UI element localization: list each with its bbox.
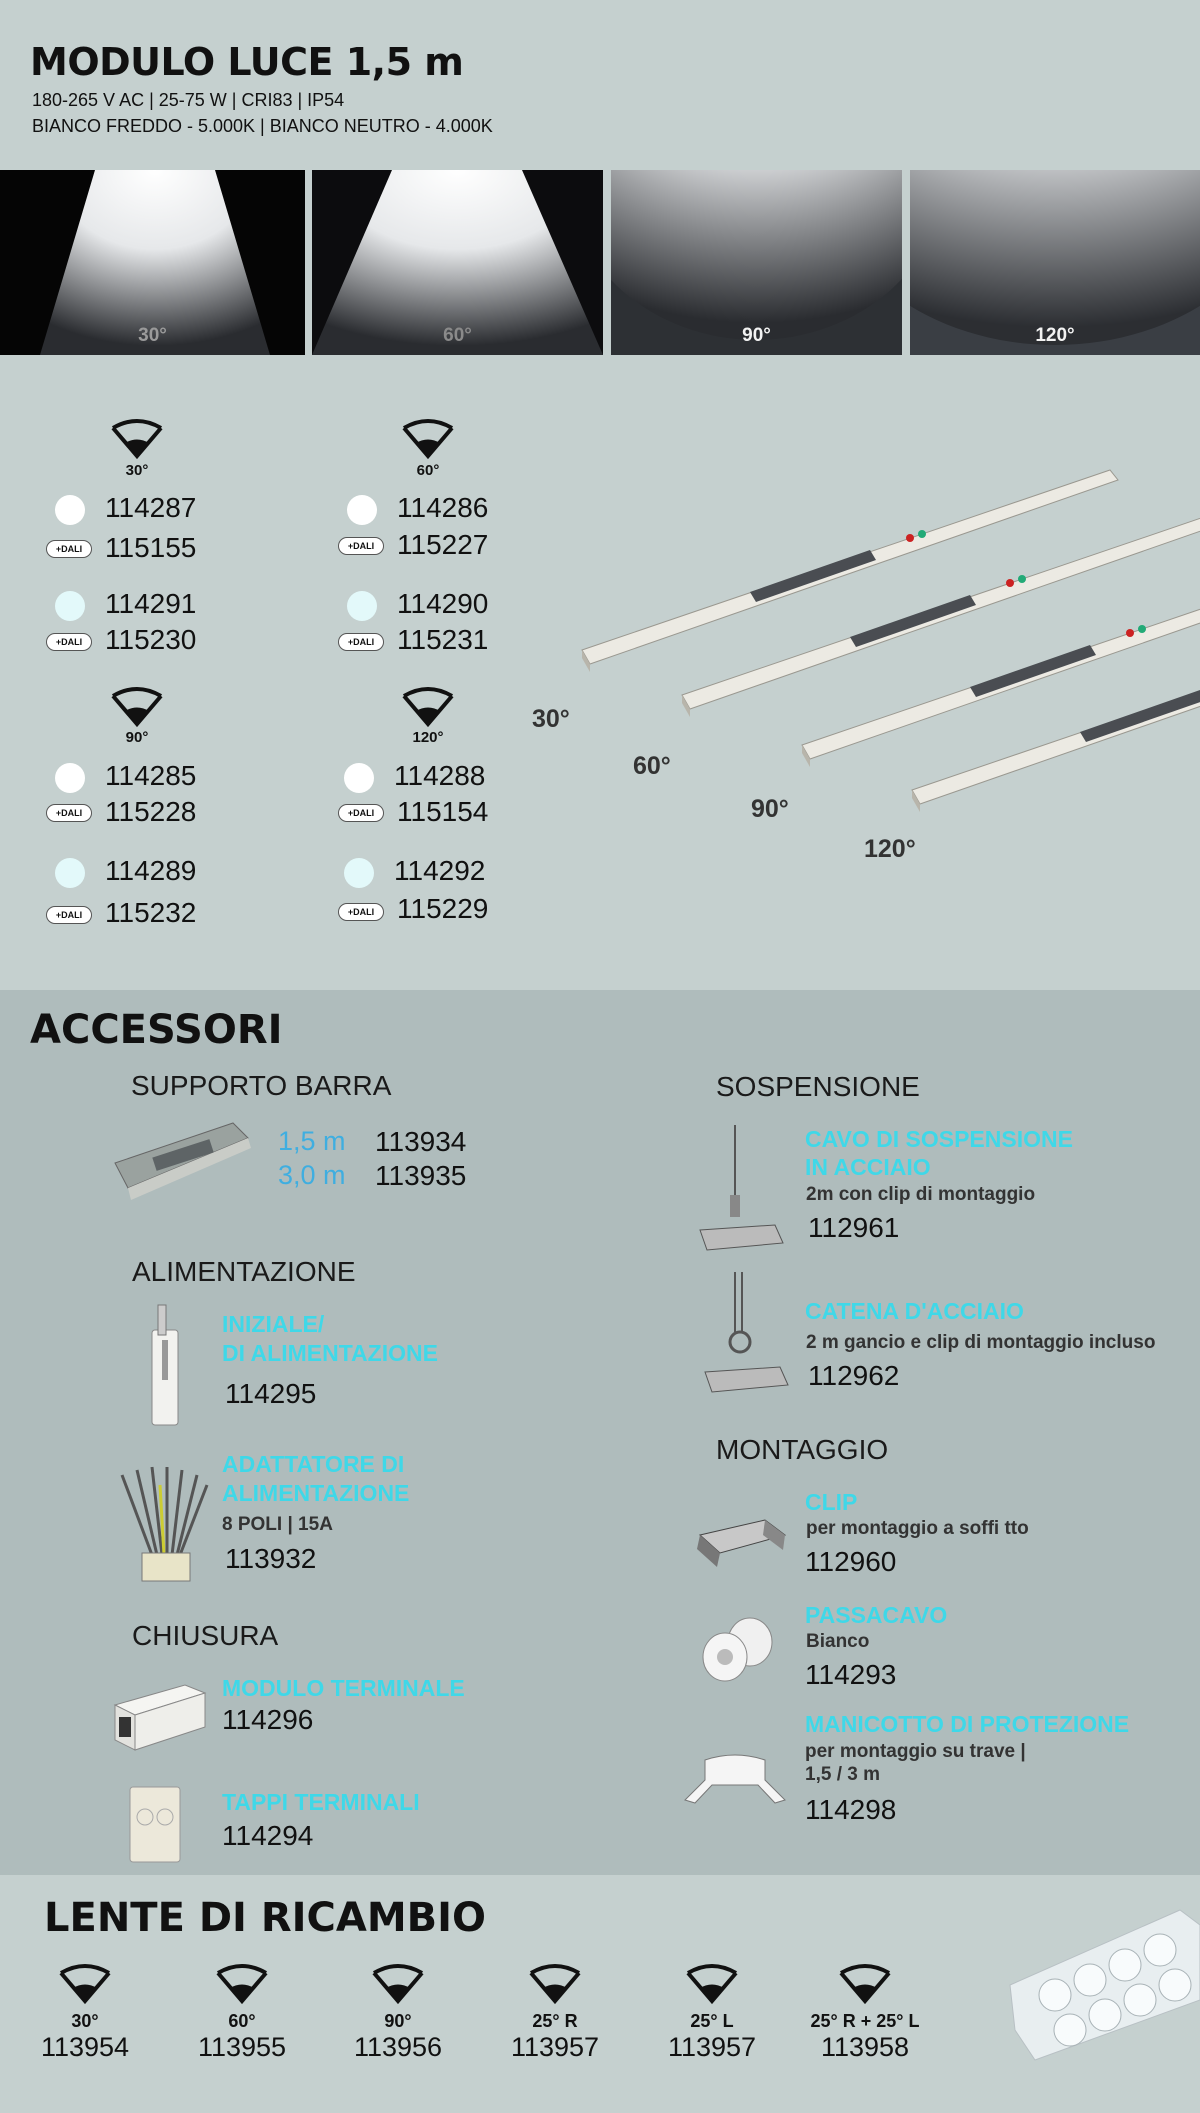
supporto-heading: SUPPORTO BARRA bbox=[131, 1070, 392, 1101]
item-name: INIZIALE/ bbox=[222, 1311, 325, 1337]
item-description: 2m con clip di montaggio bbox=[806, 1184, 1036, 1205]
item-name: CATENA D'ACCIAIO bbox=[805, 1298, 1024, 1324]
product-code: 113932 bbox=[225, 1543, 317, 1574]
product-code: 113934 bbox=[375, 1126, 467, 1157]
product-code: 114287 bbox=[105, 492, 197, 523]
lens-item bbox=[642, 1963, 782, 2063]
item-name: MODULO TERMINALE bbox=[222, 1675, 465, 1701]
beam-angle-icon bbox=[212, 1963, 272, 2007]
product-code: 115229 bbox=[397, 893, 489, 924]
product-code: 113955 bbox=[197, 2032, 287, 2062]
product-code: 115154 bbox=[397, 796, 489, 827]
lens-angle-label: 90° bbox=[384, 2011, 412, 2031]
cold-white-dot bbox=[55, 495, 85, 525]
dali-badge: +DALI bbox=[46, 906, 92, 924]
product-code: 115227 bbox=[397, 529, 489, 560]
beam-image-30 bbox=[0, 170, 305, 355]
item-description: 8 POLI | 15A bbox=[222, 1514, 333, 1535]
product-code: 114294 bbox=[222, 1820, 314, 1851]
lens-angle-label: 25° L bbox=[690, 2011, 734, 2031]
length-label: 3,0 m bbox=[278, 1160, 346, 1190]
product-code: 113956 bbox=[353, 2032, 443, 2062]
beam-image-120 bbox=[910, 170, 1200, 355]
product-code: 114295 bbox=[225, 1378, 317, 1409]
product-code: 113957 bbox=[667, 2032, 757, 2062]
lens-item bbox=[172, 1963, 312, 2063]
beam-angle-icon bbox=[55, 1963, 115, 2007]
item-description: per montaggio su trave | bbox=[805, 1741, 1026, 1762]
item-description: 1,5 / 3 m bbox=[805, 1764, 880, 1785]
product-code: 114291 bbox=[105, 588, 197, 619]
product-code: 114296 bbox=[222, 1704, 314, 1735]
beam-angle-icon bbox=[525, 1963, 585, 2007]
product-code: 113954 bbox=[40, 2032, 130, 2062]
product-code: 115230 bbox=[105, 624, 197, 655]
beam-label: 60° bbox=[443, 325, 472, 346]
angle-label: 120° bbox=[412, 729, 444, 746]
beam-angle-icon bbox=[398, 686, 458, 730]
lens-item bbox=[795, 1963, 935, 2063]
item-name: ALIMENTAZIONE bbox=[222, 1480, 410, 1506]
beam-angle-icon bbox=[107, 686, 167, 730]
cold-white-dot bbox=[347, 495, 377, 525]
bar-label: 120° bbox=[864, 835, 916, 863]
lens-angle-label: 60° bbox=[228, 2011, 256, 2031]
product-code: 114292 bbox=[394, 855, 486, 886]
lens-angle-label: 30° bbox=[71, 2011, 99, 2031]
product-code: 114285 bbox=[105, 760, 197, 791]
beam-angle-icon bbox=[368, 1963, 428, 2007]
item-description: 2 m gancio e clip di montaggio incluso bbox=[806, 1332, 1156, 1353]
power-feed-image bbox=[140, 1300, 190, 1430]
item-name: TAPPI TERMINALI bbox=[222, 1789, 420, 1815]
product-code: 113935 bbox=[375, 1160, 467, 1191]
bar-label: 90° bbox=[751, 795, 789, 823]
product-code: 115155 bbox=[105, 532, 197, 563]
dali-badge: +DALI bbox=[338, 903, 384, 921]
dali-badge: +DALI bbox=[338, 804, 384, 822]
neutral-white-dot bbox=[344, 858, 374, 888]
end-caps-image bbox=[125, 1782, 190, 1867]
spec-line-1: 180-265 V AC | 25-75 W | CRI83 | IP54 bbox=[32, 90, 345, 110]
beam-angle-icon bbox=[107, 418, 167, 462]
header bbox=[0, 0, 1200, 170]
neutral-white-dot bbox=[55, 591, 85, 621]
lens-item bbox=[328, 1963, 468, 2063]
end-module-image bbox=[110, 1675, 210, 1755]
accessories-title: ACCESSORI bbox=[30, 1007, 283, 1053]
length-label: 1,5 m bbox=[278, 1126, 346, 1156]
item-name: ADATTATORE DI bbox=[222, 1451, 405, 1477]
page-title: MODULO LUCE 1,5 m bbox=[30, 40, 464, 84]
neutral-white-dot bbox=[347, 591, 377, 621]
item-name: CAVO DI SOSPENSIONE bbox=[805, 1126, 1073, 1152]
spec-line-2: BIANCO FREDDO - 5.000K | BIANCO NEUTRO - 4.000K bbox=[32, 116, 493, 136]
support-rail-image bbox=[113, 1118, 253, 1208]
lens-item bbox=[15, 1963, 155, 2063]
item-name: IN ACCIAIO bbox=[805, 1154, 931, 1180]
product-code: 114293 bbox=[805, 1659, 897, 1690]
angle-label: 90° bbox=[125, 729, 149, 746]
lens-panel-image bbox=[1005, 1905, 1200, 2065]
beam-image-90 bbox=[611, 170, 902, 355]
item-name: CLIP bbox=[805, 1489, 858, 1515]
product-code: 114288 bbox=[394, 760, 486, 791]
cable-gland-image bbox=[695, 1612, 780, 1687]
spare-lens-title: LENTE DI RICAMBIO bbox=[44, 1895, 487, 1941]
product-code: 115228 bbox=[105, 796, 197, 827]
item-name: MANICOTTO DI PROTEZIONE bbox=[805, 1711, 1130, 1737]
montaggio-heading: MONTAGGIO bbox=[716, 1434, 889, 1465]
beam-angle-icon bbox=[835, 1963, 895, 2007]
light-bar bbox=[682, 515, 1200, 717]
beam-image-60 bbox=[312, 170, 603, 355]
alimentazione-heading: ALIMENTAZIONE bbox=[132, 1256, 356, 1287]
bar-label: 30° bbox=[532, 705, 570, 733]
dali-badge: +DALI bbox=[46, 804, 92, 822]
dali-badge: +DALI bbox=[338, 537, 384, 555]
dali-badge: +DALI bbox=[46, 633, 92, 651]
product-code: 112960 bbox=[805, 1546, 897, 1577]
steel-chain-image bbox=[700, 1272, 790, 1397]
power-adapter-image bbox=[112, 1465, 212, 1585]
dali-badge: +DALI bbox=[338, 633, 384, 651]
beam-angle-icon bbox=[682, 1963, 742, 2007]
item-name: DI ALIMENTAZIONE bbox=[222, 1340, 438, 1366]
sospensione-heading: SOSPENSIONE bbox=[716, 1071, 920, 1102]
cold-white-dot bbox=[55, 763, 85, 793]
product-code: 114290 bbox=[397, 588, 489, 619]
beam-label: 90° bbox=[742, 325, 771, 346]
product-code: 114289 bbox=[105, 855, 197, 886]
product-code: 114298 bbox=[805, 1794, 897, 1825]
product-code: 115232 bbox=[105, 897, 197, 928]
angle-label: 60° bbox=[416, 462, 440, 479]
steel-cable-image bbox=[695, 1125, 785, 1255]
lens-angle-label: 25° R + 25° L bbox=[810, 2011, 920, 2031]
cold-white-dot bbox=[344, 763, 374, 793]
protection-sleeve-image bbox=[680, 1745, 790, 1810]
item-name: PASSACAVO bbox=[805, 1602, 948, 1628]
item-description: Bianco bbox=[806, 1631, 870, 1652]
beam-label: 120° bbox=[1035, 325, 1075, 346]
product-code: 112961 bbox=[808, 1212, 900, 1243]
dali-badge: +DALI bbox=[46, 540, 92, 558]
light-bars-illustration bbox=[570, 450, 1200, 850]
product-code: 112962 bbox=[808, 1360, 900, 1391]
product-code: 115231 bbox=[397, 624, 489, 655]
product-code: 114286 bbox=[397, 492, 489, 523]
beam-label: 30° bbox=[138, 325, 167, 346]
item-description: per montaggio a soffi tto bbox=[806, 1518, 1029, 1539]
neutral-white-dot bbox=[55, 858, 85, 888]
lens-angle-label: 25° R bbox=[532, 2011, 578, 2031]
angle-label: 30° bbox=[125, 462, 149, 479]
product-code: 113957 bbox=[510, 2032, 600, 2062]
light-bar bbox=[912, 610, 1200, 812]
product-code: 113958 bbox=[820, 2032, 910, 2062]
beam-angle-icon bbox=[398, 418, 458, 462]
bar-label: 60° bbox=[633, 752, 671, 780]
lens-item bbox=[485, 1963, 625, 2063]
mounting-clip-image bbox=[695, 1505, 790, 1575]
chiusura-heading: CHIUSURA bbox=[132, 1620, 279, 1651]
